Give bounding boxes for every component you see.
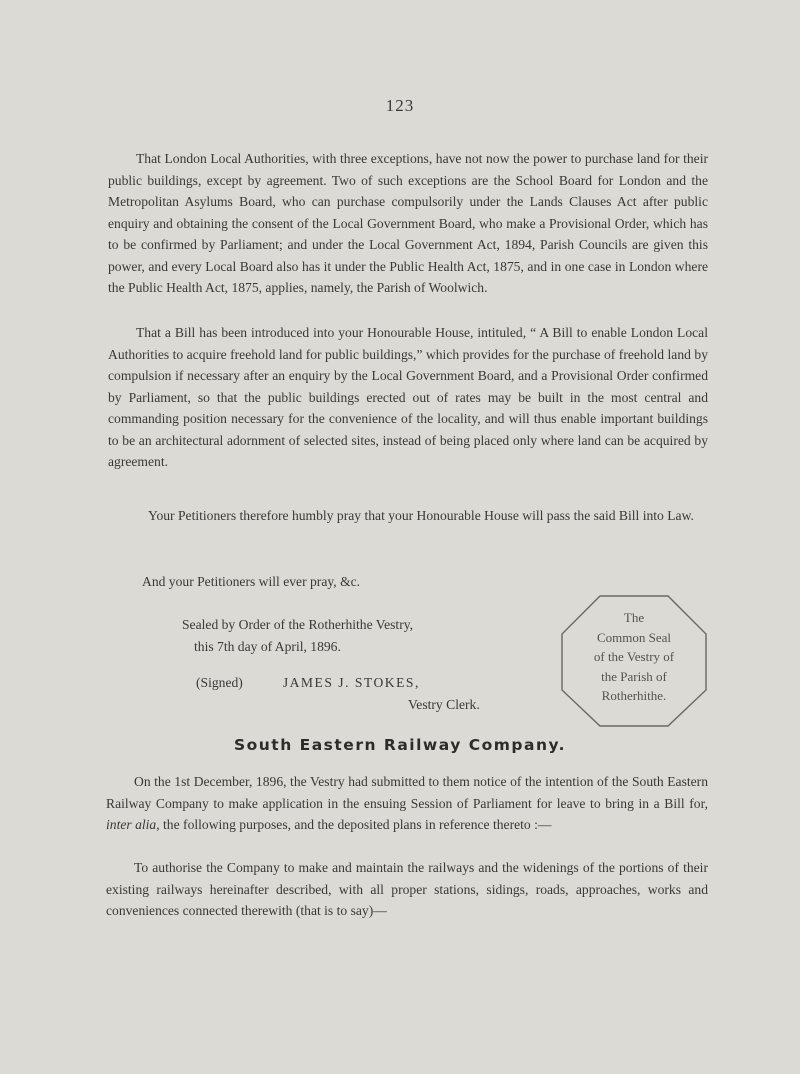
- seal-line: of the Vestry of: [593, 649, 675, 664]
- paragraph-local-authorities: That London Local Authorities, with three exceptions, have not now the power to purchase land for their public buildings, except by agreement. Two of such exceptions are the School Board for London and the Metropolitan Asylums Board, who can purchase compulsorily under the Lands Clauses Act after public enquiry and obtaining the consent of the Local Government Board, who make a Provisional Order, which has to be confirmed by Parliament; and under the Local Government Act, 1894, Parish Councils are given this power, and every Local Board also has it under the Public Health Act, 1875, and in one case in London where the Public Health Act, 1875, applies, namely, the Parish of Woolwich.: [108, 151, 708, 295]
- paragraph-authorise-company: To authorise the Company to make and maintain the railways and the widenings of the portions of their existing railways hereinafter described, with all proper stations, sidings, roads, approaches, works and conveniences connected therewith (that is to say)—: [106, 860, 708, 918]
- seal-line: Rotherhithe.: [601, 688, 667, 703]
- paragraph-text: On the 1st December, 1896, the Vestry had submitted to them notice of the intention of the South Eastern Railway Company to make application in the ensuing Session of Parliament for leave to bring in a Bill for,: [106, 774, 708, 811]
- paragraph-text: , the following purposes, and the deposited plans in reference thereto :—: [156, 817, 552, 832]
- seal-line: The: [623, 610, 645, 625]
- italic-phrase: inter alia: [106, 817, 157, 832]
- seal-line: the Parish of: [601, 668, 667, 684]
- paragraph-bill-introduced: That a Bill has been introduced into your Honourable House, intituled, “ A Bill to enable London Local Authorities to acquire freehold land for public buildings,” which provides for the purchase of freehold land by compulsion if necessary after an enquiry by the Local Government Board, and a Provisional Order confirmed by Parliament, so that the public buildings erected out of rates may be built in the most central and commanding position necessary for the convenience of the locality, and will thus enable important buildings to be an architectural adornment of selected sites, instead of being placed only where land can be acquired by agreement.: [108, 325, 708, 469]
- section-heading: South Eastern Railway Company.: [233, 736, 567, 754]
- signed-label: (Signed): [196, 675, 243, 690]
- seal-line: Common Seal: [596, 629, 672, 645]
- sealed-date-line: this 7th day of April, 1896.: [194, 639, 341, 654]
- paragraph-ever-pray: And your Petitioners will ever pray, &c.: [142, 574, 361, 589]
- page-number: 123: [385, 96, 415, 115]
- signatory-title: Vestry Clerk.: [408, 697, 480, 712]
- sealed-by-order-line: Sealed by Order of the Rotherhithe Vestry,: [182, 617, 414, 632]
- signature-line: [196, 672, 420, 694]
- paragraph-petitioners-pray: Your Petitioners therefore humbly pray that your Honourable House will pass the said Bill into Law.: [148, 508, 694, 523]
- paragraph-railway-notice: [106, 771, 708, 836]
- seal-text: [560, 608, 708, 706]
- signatory-name: JAMES J. STOKES,: [282, 675, 420, 690]
- common-seal: [560, 594, 708, 728]
